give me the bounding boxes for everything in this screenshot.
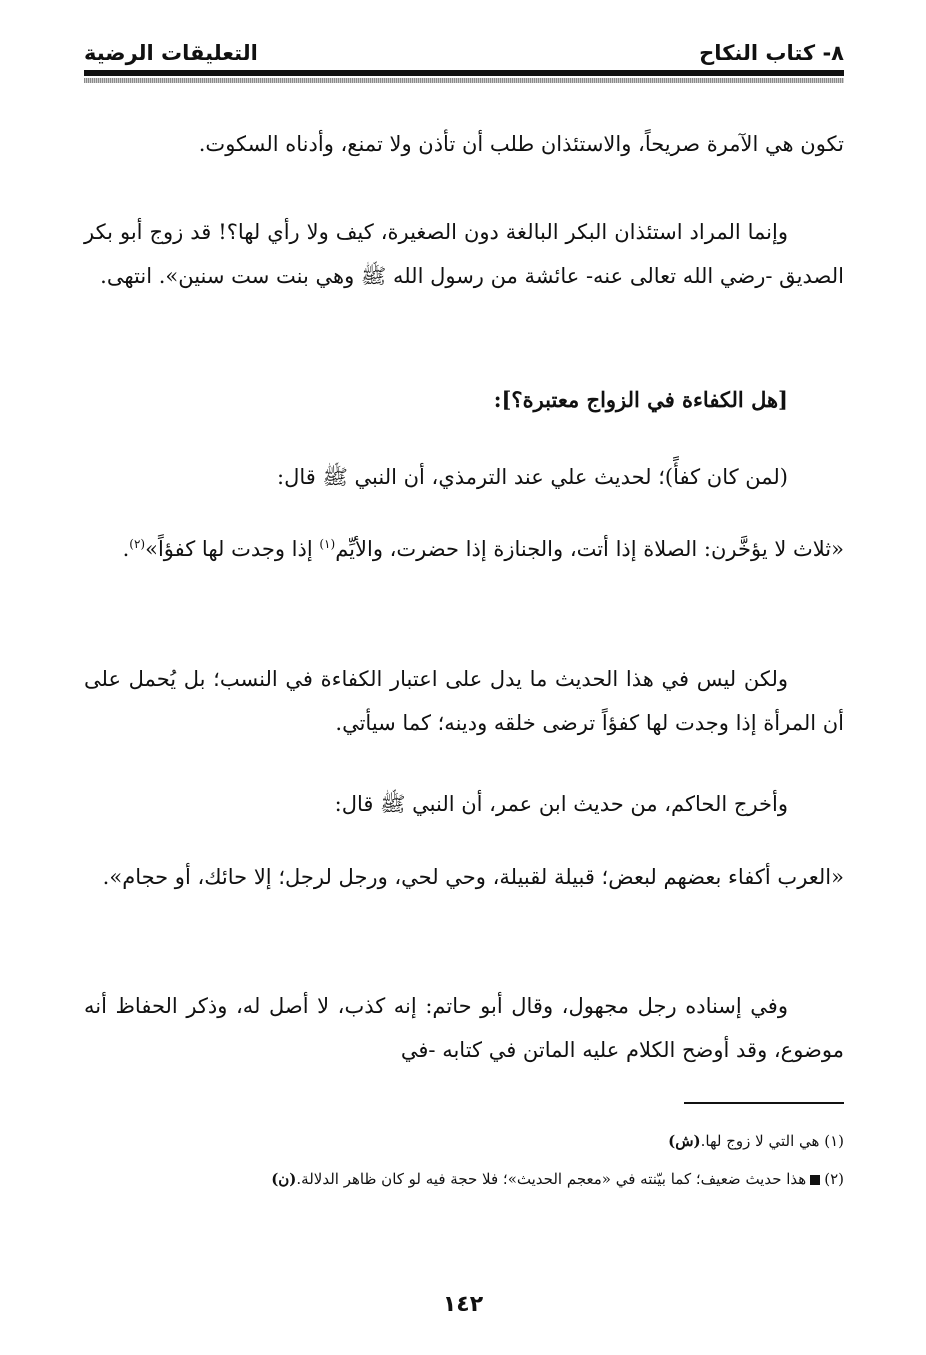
book-title: التعليقات الرضية xyxy=(84,41,258,65)
footnote-1-text: (١) هي التي لا زوج لها. xyxy=(700,1132,844,1150)
hadith-quote-1-end: . xyxy=(122,537,130,561)
footnote-2 xyxy=(84,1160,844,1198)
hadith-quote-2: «العرب أكفاء بعضهم لبعض؛ قبيلة لقبيلة، وحي لحي، ورجل لرجل؛ إلا حائك، أو حجام». xyxy=(102,865,844,889)
footnote-2-text: هذا حديث ضعيف؛ كما بيّنته في «معجم الحديث»؛ فلا حجة فيه لو كان ظاهر الدلالة. xyxy=(296,1170,807,1188)
footnote-ref-2[interactable]: (٢) xyxy=(129,537,146,551)
header-rule-thick xyxy=(84,70,844,76)
hadith-quote-1-text: «ثلاث لا يؤخَّرن: الصلاة إذا أتت، والجنازة إذا حضرت، والأيِّم xyxy=(335,537,844,561)
footnote-1-tag: (ش) xyxy=(668,1132,701,1150)
paragraph-1: تكون هي الآمرة صريحاً، والاستئذان طلب أن تأذن ولا تمنع، وأدناه السكوت. xyxy=(198,132,844,156)
footnote-ref-1[interactable]: (١) xyxy=(319,537,336,551)
hadith-quote-1-continued: إذا وجدت لها كفؤاً» xyxy=(145,537,320,561)
section-heading: [هل الكفاءة في الزواج معتبرة؟]: xyxy=(493,387,788,412)
running-header xyxy=(84,38,844,68)
paragraph-7: وأخرج الحاكم، من حديث ابن عمر، أن النبي ﷺ قال: xyxy=(334,792,788,816)
chapter-title: ٨- كتاب النكاح xyxy=(699,41,844,65)
header-rule-thin xyxy=(84,78,844,83)
footnotes xyxy=(84,1122,844,1198)
footnote-2-tag: (ن) xyxy=(271,1170,297,1188)
square-bullet-icon xyxy=(810,1175,820,1185)
paragraph-2: وإنما المراد استئذان البكر البالغة دون الصغيرة، كيف ولا رأي لها؟! قد زوج أبو بكر الصديق -رضي الله تعالى عنه- عائشة من رسول الله ﷺ وهي بنت ست سنين». انتهى. xyxy=(84,220,844,288)
page-number: ١٤٢ xyxy=(442,1292,484,1317)
hadith-quote-1 xyxy=(84,527,844,571)
footnote-1 xyxy=(84,1122,844,1160)
footnote-2-number: (٢) xyxy=(824,1170,844,1188)
paragraph-6: ولكن ليس في هذا الحديث ما يدل على اعتبار الكفاءة في النسب؛ بل يُحمل على أن المرأة إذا وجدت لها كفؤاً ترضى خلقه ودينه؛ كما سيأتي. xyxy=(84,667,844,735)
paragraph-9: وفي إسناده رجل مجهول، وقال أبو حاتم: إنه كذب، لا أصل له، وذكر الحفاظ أنه موضوع، وقد أوضح الكلام عليه الماتن في كتابه -في xyxy=(84,994,844,1062)
footnote-separator xyxy=(684,1102,844,1104)
paragraph-4: (لمن كان كفأً)؛ لحديث علي عند الترمذي، أن النبي ﷺ قال: xyxy=(277,465,788,489)
